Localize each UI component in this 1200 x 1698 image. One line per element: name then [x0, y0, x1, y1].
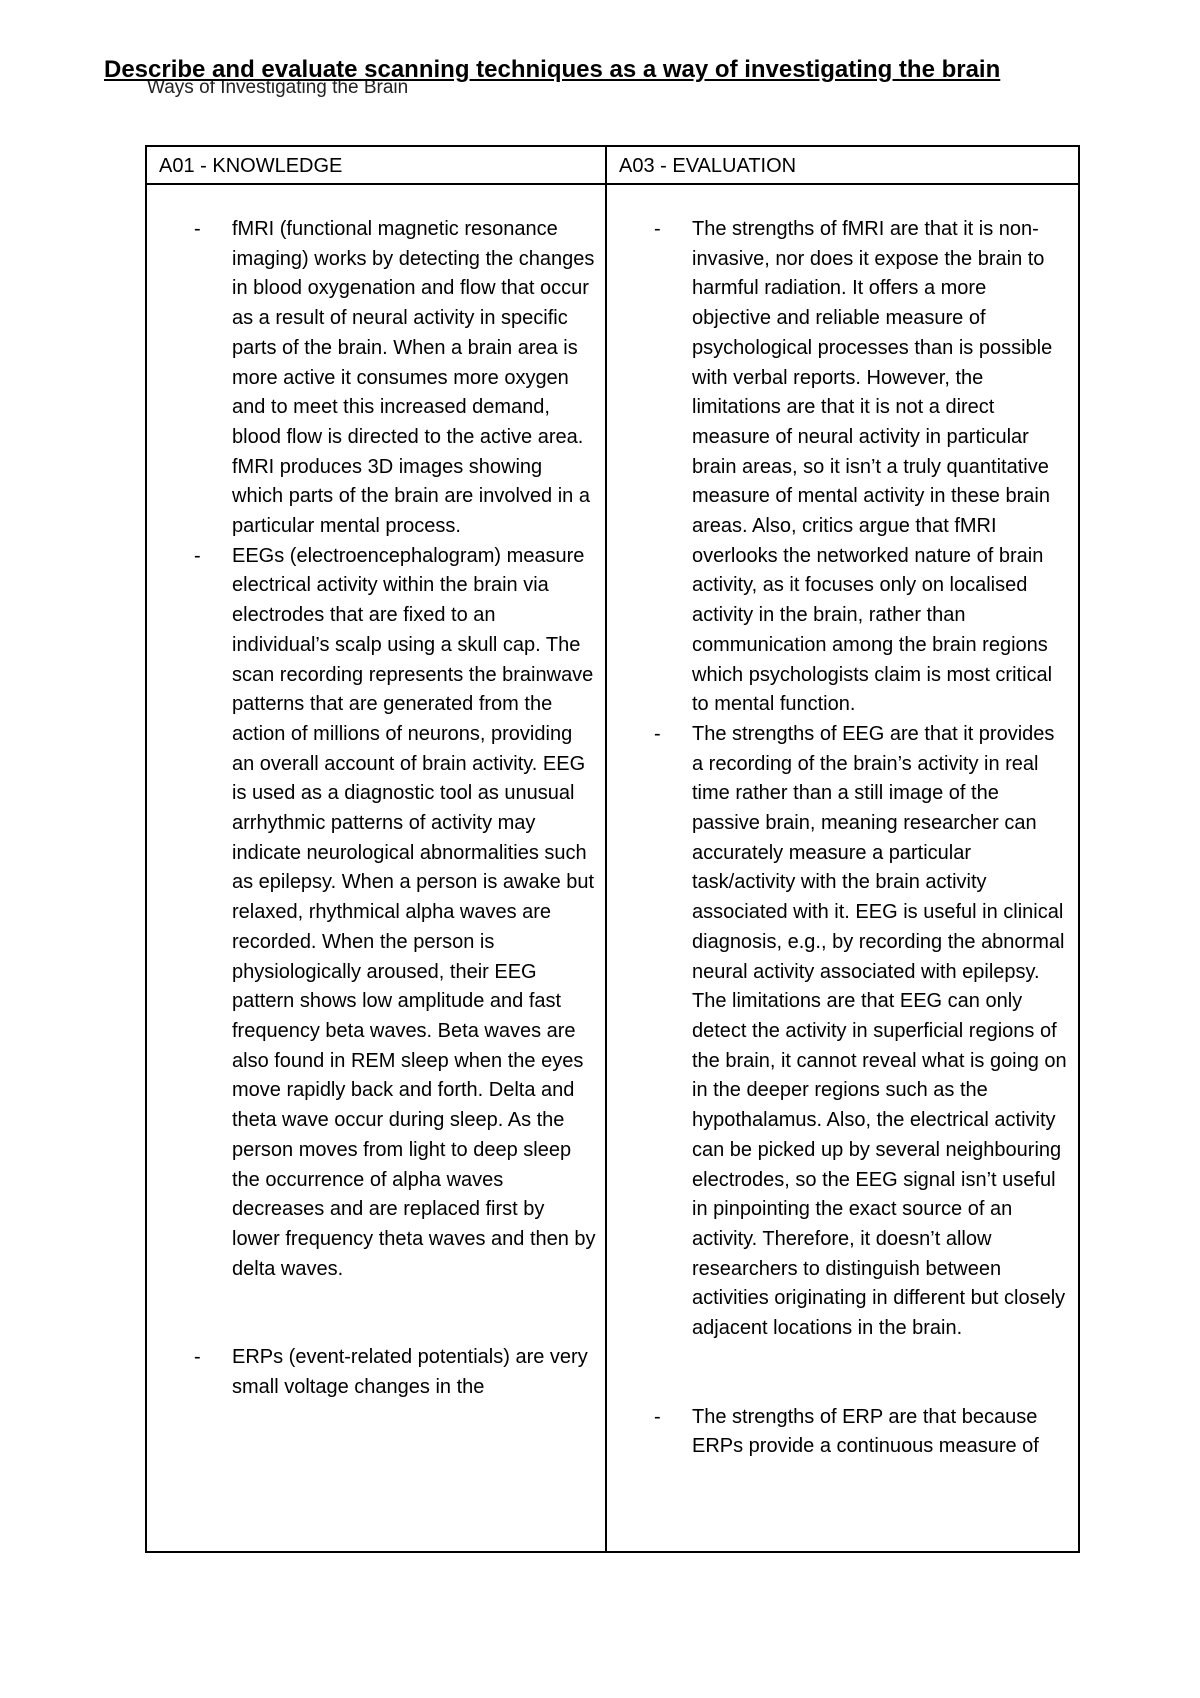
dash-bullet-icon: - [194, 218, 201, 240]
dash-bullet-icon: - [194, 544, 201, 567]
dash-bullet-icon: - [654, 218, 661, 240]
knowledge-eeg-text: EEGs (electroencephalogram) measure electrical activity within the brain via electrodes that are fixed to an individual’s scalp using a skull cap. The scan recording represents the brainwave patterns that are generated from the action of millions of neurons, providing an overall account of brain activity. EEG is used as a diagnostic tool as unusual arrhythmic patterns of activity may indicate neurological abnormalities such as epilepsy. When a person is awake but relaxed, rhythmical alpha waves are recorded. When the person is physiologically aroused, their EEG pattern shows low amplitude and fast frequency beta waves. Beta waves are also found in REM sleep when the eyes move rapidly back and forth. Delta and theta wave occur during sleep. As the person moves from light to deep sleep the occurrence of alpha waves decreases and are replaced first by lower frequency theta waves and then by delta waves. [232, 544, 596, 1280]
evaluation-column [606, 184, 1079, 1552]
dash-bullet-icon: - [194, 1346, 201, 1369]
knowledge-erp-text: ERPs (event-related potentials) are very small voltage changes in the [232, 1346, 588, 1399]
evaluation-fmri-text: The strengths of fMRI are that it is non-invasive, nor does it expose the brain to harmful radiation. It offers a more objective and reliable measure of psychological processes than is possible with verbal reports. However, the limitations are that it is not a direct measure of neural activity in particular brain areas, so it isn’t a truly quantitative measure of mental activity in these brain areas. Also, critics argue that fMRI overlooks the networked nature of brain activity, as it focuses only on localised activity in the brain, rather than communication among the brain regions which psychologists claim is most critical to mental function. [692, 218, 1053, 716]
dash-bullet-icon: - [654, 722, 661, 745]
page-title: Describe and evaluate scanning techniques as a way of investigating the brain [104, 56, 1001, 83]
table-body-row [146, 184, 1079, 1552]
list-item [147, 1343, 605, 1402]
notes-table [145, 145, 1080, 1553]
page-subtitle: Ways of Investigating the Brain [147, 77, 409, 98]
evaluation-erp-text: The strengths of ERP are that because ERPs provide a continuous measure of [692, 1405, 1039, 1458]
list-item [607, 215, 1078, 720]
list-item [607, 720, 1078, 1344]
table-header-row [146, 146, 1079, 184]
dash-bullet-icon: - [654, 1405, 661, 1428]
knowledge-fmri-text: fMRI (functional magnetic resonance imaging) works by detecting the changes in blood oxygenation and flow that occur as a result of neural activity in specific parts of the brain. When a brain area is more active it consumes more oxygen and to meet this increased demand, blood flow is directed to the active area. fMRI produces 3D images showing which parts of the brain are involved in a particular mental process. [232, 218, 595, 538]
header-knowledge: A01 - KNOWLEDGE [146, 146, 606, 184]
evaluation-list [607, 215, 1078, 1462]
list-item [607, 1403, 1078, 1462]
knowledge-column [146, 184, 606, 1552]
evaluation-eeg-text: The strengths of EEG are that it provides a recording of the brain’s activity in real time rather than a still image of the passive brain, meaning researcher can accurately measure a particular task/activity with the brain activity associated with it. EEG is useful in clinical diagnosis, e.g., by recording the abnormal neural activity associated with epilepsy. The limitations are that EEG can only detect the activity in superficial regions of the brain, it cannot reveal what is going on in the deeper regions such as the hypothalamus. Also, the electrical activity can be picked up by several neighbouring electrodes, so the EEG signal isn’t useful in pinpointing the exact source of an activity. Therefore, it doesn’t allow researchers to distinguish between activities originating in different but closely adjacent locations in the brain. [692, 722, 1067, 1340]
header-evaluation: A03 - EVALUATION [606, 146, 1079, 184]
list-item [147, 542, 605, 1285]
list-item [147, 215, 605, 542]
knowledge-list [147, 215, 605, 1403]
